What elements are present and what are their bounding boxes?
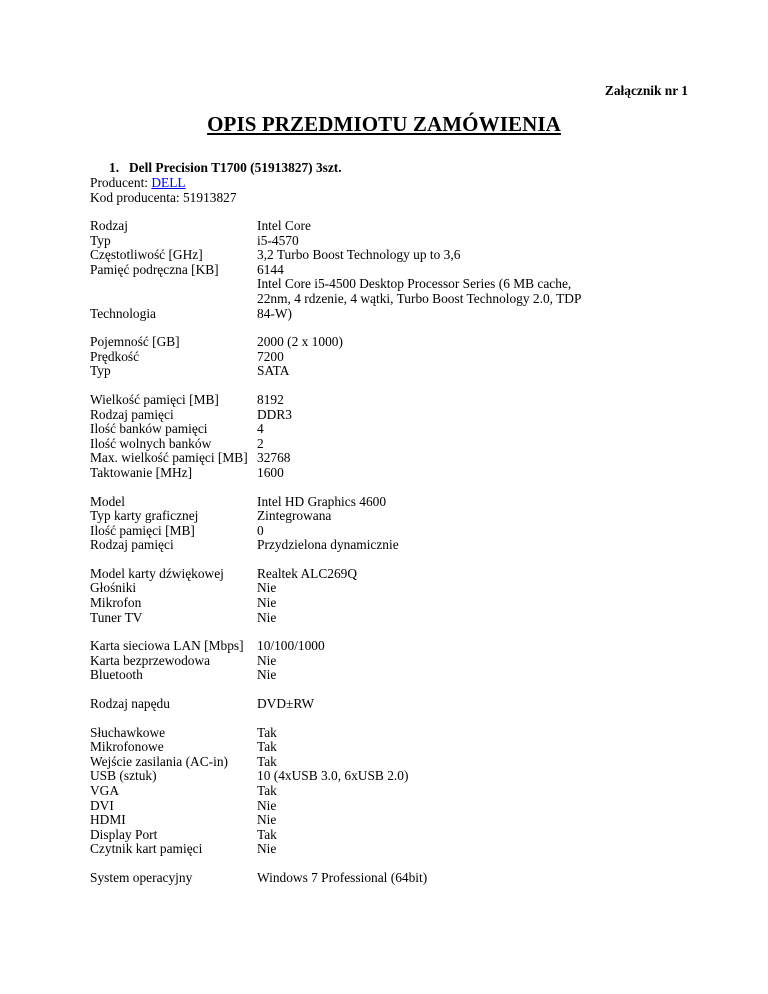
spec-value: Nie bbox=[257, 667, 277, 683]
spec-row bbox=[90, 219, 690, 234]
spec-value: 4 bbox=[257, 421, 264, 437]
spec-row bbox=[90, 364, 690, 379]
spec-row bbox=[90, 755, 690, 770]
spec-label: Typ bbox=[90, 232, 111, 248]
spec-row bbox=[90, 740, 690, 755]
spec-group-audio bbox=[90, 567, 690, 625]
spec-value: Intel HD Graphics 4600 bbox=[257, 493, 387, 509]
spec-label: Pamięć podręczna [KB] bbox=[90, 261, 219, 277]
spec-row bbox=[90, 408, 690, 423]
spec-row bbox=[90, 654, 690, 669]
spec-label: Ilość pamięci [MB] bbox=[90, 522, 195, 538]
spec-value: Nie bbox=[257, 580, 277, 596]
spec-label: Ilość wolnych banków bbox=[90, 435, 212, 451]
spec-label: Taktowanie [MHz] bbox=[90, 464, 193, 480]
spec-row bbox=[90, 538, 690, 553]
spec-label: Model bbox=[90, 493, 125, 509]
annex-label: Załącznik nr 1 bbox=[604, 83, 688, 98]
spec-group-drive bbox=[90, 697, 690, 712]
spec-row bbox=[90, 393, 690, 408]
spec-value: 8192 bbox=[257, 391, 284, 407]
spec-row bbox=[90, 335, 690, 350]
producer-code-line bbox=[90, 190, 342, 205]
spec-value: 10/100/1000 bbox=[257, 638, 325, 654]
spec-value: DDR3 bbox=[257, 406, 292, 422]
spec-row bbox=[90, 567, 690, 582]
spec-label: Typ karty graficznej bbox=[90, 508, 199, 524]
spec-row bbox=[90, 668, 690, 683]
spec-row bbox=[90, 726, 690, 741]
spec-row bbox=[90, 437, 690, 452]
producer-code-label: Kod producenta: bbox=[90, 190, 180, 205]
spec-label: Mikrofonowe bbox=[90, 739, 164, 755]
spec-row bbox=[90, 263, 690, 278]
spec-value: 32768 bbox=[257, 450, 291, 466]
spec-label: Max. wielkość pamięci [MB] bbox=[90, 450, 248, 466]
producer-code-value: 51913827 bbox=[182, 190, 237, 205]
spec-group-os bbox=[90, 871, 690, 886]
spec-value: 2 bbox=[257, 435, 264, 451]
spec-value: Przydzielona dynamicznie bbox=[257, 537, 399, 553]
spec-row bbox=[90, 524, 690, 539]
spec-label: Karta sieciowa LAN [Mbps] bbox=[90, 638, 244, 654]
spec-label: Rodzaj bbox=[90, 218, 128, 233]
spec-value: 3,2 Turbo Boost Technology up to 3,6 bbox=[257, 247, 461, 263]
spec-label: Głośniki bbox=[90, 580, 137, 596]
spec-label: HDMI bbox=[90, 812, 126, 828]
spec-value: Tak bbox=[257, 753, 277, 769]
spec-row bbox=[90, 277, 690, 321]
spec-label: Rodzaj pamięci bbox=[90, 537, 174, 553]
spec-value: Nie bbox=[257, 812, 277, 828]
spec-group-ports bbox=[90, 726, 690, 857]
spec-row bbox=[90, 422, 690, 437]
spec-group-processor bbox=[90, 219, 690, 321]
spec-row bbox=[90, 611, 690, 626]
producer-label: Producent: bbox=[90, 175, 149, 190]
spec-row bbox=[90, 596, 690, 611]
spec-value: 6144 bbox=[257, 261, 284, 277]
producer-line bbox=[90, 175, 342, 190]
spec-label: Mikrofon bbox=[90, 595, 142, 611]
producer-link[interactable]: DELL bbox=[151, 175, 186, 190]
spec-label: System operacyjny bbox=[90, 869, 193, 885]
spec-label: Tuner TV bbox=[90, 609, 143, 625]
spec-group-disk bbox=[90, 335, 690, 379]
spec-label: Wejście zasilania (AC-in) bbox=[90, 753, 228, 769]
spec-value: Nie bbox=[257, 841, 277, 857]
spec-row bbox=[90, 234, 690, 249]
spec-row bbox=[90, 828, 690, 843]
spec-value: Zintegrowana bbox=[257, 508, 332, 524]
spec-value: Intel Core i5-4500 Desktop Processor Series (6 MB cache, 22nm, 4 rdzenie, 4 wątki, Turbo Boost Technology 2.0, TDP 84-W) bbox=[257, 276, 582, 321]
spec-value: SATA bbox=[257, 363, 290, 379]
spec-label: Typ bbox=[90, 363, 111, 379]
spec-row bbox=[90, 813, 690, 828]
spec-value: Tak bbox=[257, 724, 277, 740]
spec-row bbox=[90, 639, 690, 654]
product-number: 1. bbox=[109, 160, 120, 175]
spec-label: VGA bbox=[90, 783, 120, 798]
spec-row bbox=[90, 799, 690, 814]
spec-label: Technologia bbox=[90, 305, 156, 321]
spec-row bbox=[90, 466, 690, 481]
spec-label: Ilość banków pamięci bbox=[90, 421, 208, 437]
spec-group-graphics bbox=[90, 495, 690, 553]
spec-label: DVI bbox=[90, 797, 114, 813]
spec-row bbox=[90, 350, 690, 365]
spec-value: i5-4570 bbox=[257, 232, 299, 248]
product-name: Dell Precision T1700 (51913827) 3szt. bbox=[129, 160, 342, 175]
product-heading bbox=[90, 160, 342, 175]
spec-row bbox=[90, 842, 690, 857]
spec-row bbox=[90, 495, 690, 510]
spec-label: Rodzaj pamięci bbox=[90, 406, 174, 422]
spec-label: Rodzaj napędu bbox=[90, 696, 170, 712]
spec-value: 2000 (2 x 1000) bbox=[257, 334, 343, 350]
spec-value: Nie bbox=[257, 609, 277, 625]
spec-value: Tak bbox=[257, 826, 277, 842]
spec-group-network bbox=[90, 639, 690, 683]
spec-label: Czytnik kart pamięci bbox=[90, 841, 203, 857]
document-title: OPIS PRZEDMIOTU ZAMÓWIENIA bbox=[207, 112, 561, 136]
spec-row bbox=[90, 697, 690, 712]
spec-label: Pojemność [GB] bbox=[90, 334, 180, 350]
spec-label: USB (sztuk) bbox=[90, 768, 157, 784]
spec-value: 7200 bbox=[257, 348, 284, 364]
spec-value: Nie bbox=[257, 797, 277, 813]
spec-value: Nie bbox=[257, 652, 277, 668]
spec-label: Bluetooth bbox=[90, 667, 143, 683]
spec-label: Model karty dźwiękowej bbox=[90, 565, 224, 581]
spec-value: DVD±RW bbox=[257, 696, 315, 712]
spec-row bbox=[90, 784, 690, 799]
spec-row bbox=[90, 871, 690, 886]
spec-row bbox=[90, 451, 690, 466]
spec-label: Karta bezprzewodowa bbox=[90, 652, 211, 668]
spec-label: Częstotliwość [GHz] bbox=[90, 247, 203, 263]
spec-label: Wielkość pamięci [MB] bbox=[90, 391, 219, 407]
spec-value: Nie bbox=[257, 595, 277, 611]
spec-value: Windows 7 Professional (64bit) bbox=[257, 869, 428, 885]
spec-value: 1600 bbox=[257, 464, 284, 480]
spec-group-memory bbox=[90, 393, 690, 481]
spec-value: Tak bbox=[257, 783, 277, 798]
spec-value: Realtek ALC269Q bbox=[257, 565, 358, 581]
spec-value: Intel Core bbox=[257, 218, 311, 233]
spec-label: Display Port bbox=[90, 826, 158, 842]
spec-label: Słuchawkowe bbox=[90, 724, 166, 740]
spec-row bbox=[90, 509, 690, 524]
product-intro bbox=[90, 160, 342, 205]
spec-groups bbox=[90, 219, 690, 900]
spec-row bbox=[90, 248, 690, 263]
spec-value: 0 bbox=[257, 522, 264, 538]
spec-row bbox=[90, 581, 690, 596]
spec-value: 10 (4xUSB 3.0, 6xUSB 2.0) bbox=[257, 768, 409, 784]
spec-value: Tak bbox=[257, 739, 277, 755]
spec-row bbox=[90, 769, 690, 784]
spec-label: Prędkość bbox=[90, 348, 140, 364]
